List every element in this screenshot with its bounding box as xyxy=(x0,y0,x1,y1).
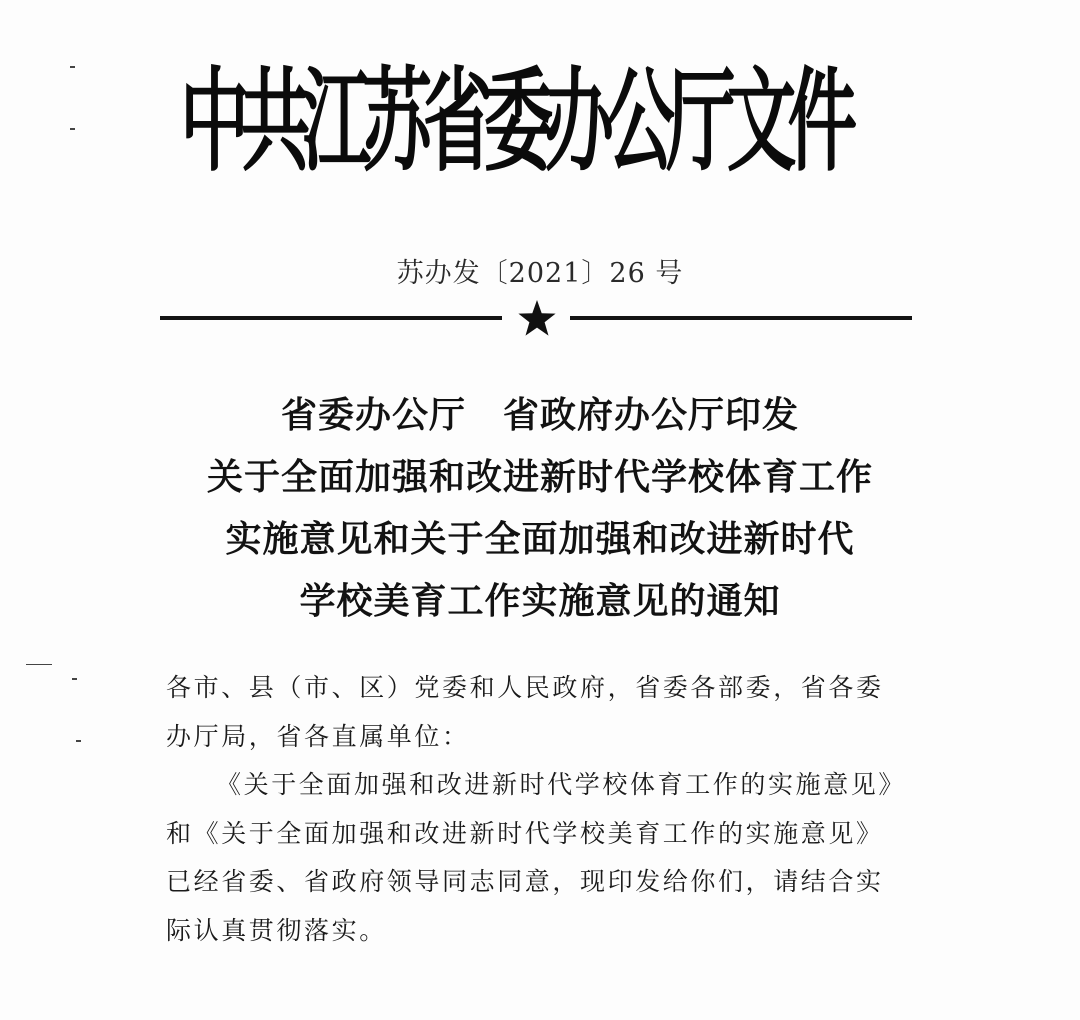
title-line: 实施意见和关于全面加强和改进新时代 xyxy=(225,518,855,560)
title-line: 省委办公厅 省政府办公厅印发 xyxy=(280,394,799,436)
scan-mark xyxy=(70,128,75,130)
addressee-line: 各市、县（市、区）党委和人民政府，省委各部委，省各委 xyxy=(166,673,884,702)
body-paragraph-line: 和《关于全面加强和改进新时代学校美育工作的实施意见》 xyxy=(166,818,884,848)
scan-mark xyxy=(70,66,75,68)
title-line: 学校美育工作实施意见的通知 xyxy=(299,580,781,622)
body-paragraph-line: 《关于全面加强和改进新时代学校体育工作的实施意见》 xyxy=(216,770,907,799)
document-number: 苏办发〔2021〕26 号 xyxy=(396,258,684,289)
notice-body xyxy=(166,664,926,955)
body-paragraph-line: 际认真贯彻落实。 xyxy=(166,915,387,945)
scan-mark xyxy=(76,740,81,742)
header-divider xyxy=(160,300,912,340)
divider-rule-left xyxy=(160,316,502,320)
notice-title xyxy=(0,384,1080,632)
addressee-line: 办厅局，省各直属单位： xyxy=(166,721,470,751)
scan-mark xyxy=(72,678,77,680)
title-line: 关于全面加强和改进新时代学校体育工作 xyxy=(206,456,873,498)
scan-mark xyxy=(26,664,52,665)
body-paragraph-line: 已经省委、省政府领导同志同意，现印发给你们，请结合实 xyxy=(166,867,884,896)
star-icon xyxy=(517,298,557,338)
masthead-title: 中共江苏省委办公厅文件 xyxy=(180,57,849,187)
divider-rule-right xyxy=(570,316,912,320)
